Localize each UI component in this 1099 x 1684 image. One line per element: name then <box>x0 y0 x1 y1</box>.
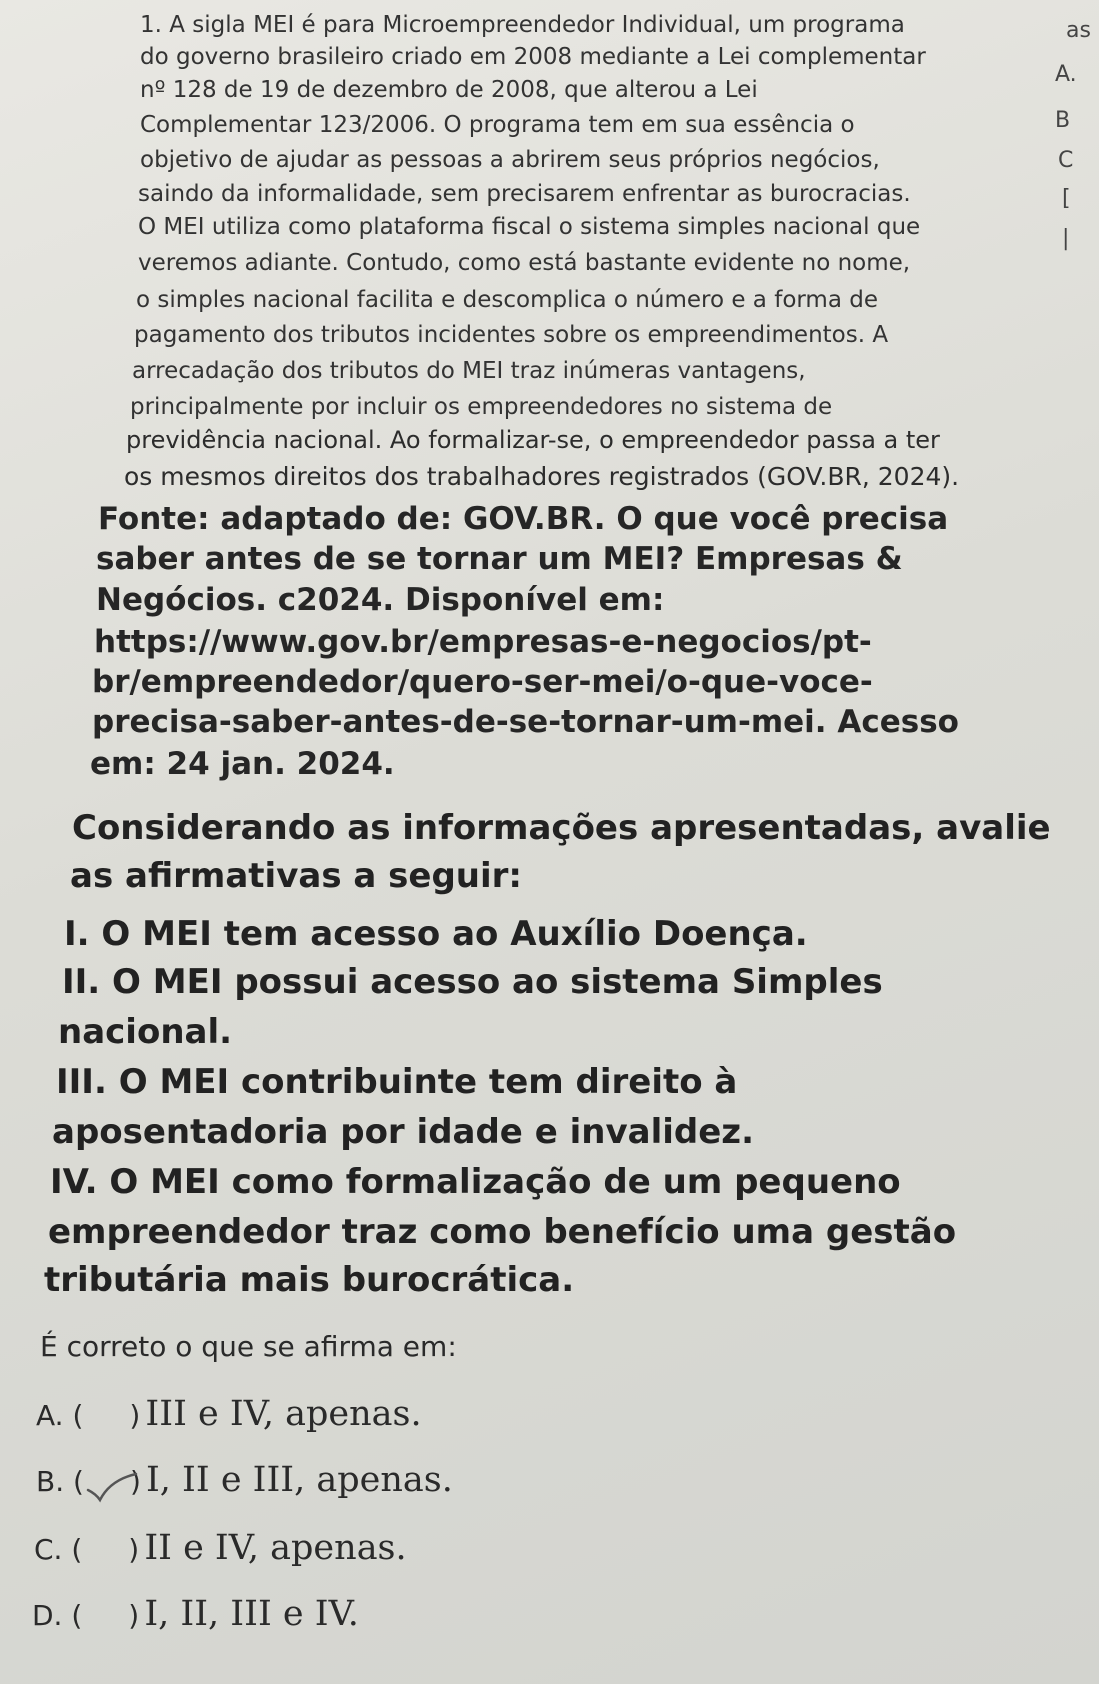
margin-letter-c: C <box>1058 148 1074 173</box>
prompt-line: Considerando as informações apresentadas, avalie <box>72 808 1051 848</box>
statement-iii-cont: aposentadoria por idade e invalidez. <box>52 1112 754 1152</box>
intro-line: 1. A sigla MEI é para Microempreendedor Individual, um programa <box>140 12 905 38</box>
statement-ii-cont: nacional. <box>58 1012 233 1052</box>
source-line: saber antes de se tornar um MEI? Empresas & <box>96 541 903 577</box>
handwritten-check-icon <box>84 1466 144 1506</box>
prompt-line: as afirmativas a seguir: <box>70 856 523 896</box>
source-line: https://www.gov.br/empresas-e-negocios/pt- <box>94 624 872 660</box>
source-line: precisa-saber-antes-de-se-tornar-um-mei. Acesso <box>92 704 959 740</box>
option-d-text: I, II, III e IV. <box>144 1594 359 1634</box>
option-d[interactable] <box>32 1594 359 1634</box>
statement-iii: III. O MEI contribuinte tem direito à <box>56 1062 738 1102</box>
option-a-text: III e IV, apenas. <box>145 1394 422 1434</box>
statement-iv-cont-2: tributária mais burocrática. <box>44 1260 575 1300</box>
margin-letter-d: [ <box>1062 186 1071 211</box>
statement-iv: IV. O MEI como formalização de um pequeno <box>50 1162 901 1202</box>
intro-line: previdência nacional. Ao formalizar-se, o empreendedor passa a ter <box>126 426 940 454</box>
intro-line: arrecadação dos tributos do MEI traz inúmeras vantagens, <box>132 358 806 384</box>
margin-letter-a: A. <box>1055 62 1077 87</box>
source-line: br/empreendedor/quero-ser-mei/o-que-voce- <box>92 664 873 700</box>
option-a-letter: A. ( <box>36 1399 84 1432</box>
statement-iv-cont: empreendedor traz como benefício uma gestão <box>48 1212 957 1252</box>
margin-letter-e: | <box>1062 226 1070 251</box>
intro-line: O MEI utiliza como plataforma fiscal o sistema simples nacional que <box>138 214 921 240</box>
intro-line: nº 128 de 19 de dezembro de 2008, que alterou a Lei <box>140 77 758 103</box>
intro-line: pagamento dos tributos incidentes sobre os empreendimentos. A <box>134 322 889 348</box>
option-c-letter: C. ( <box>34 1533 83 1566</box>
option-b-close: ) <box>129 1465 141 1498</box>
question-text: É correto o que se afirma em: <box>40 1330 457 1363</box>
statement-ii: II. O MEI possui acesso ao sistema Simples <box>62 962 883 1002</box>
intro-line: os mesmos direitos dos trabalhadores registrados (GOV.BR, 2024). <box>124 462 960 491</box>
option-b-letter: B. ( <box>36 1465 84 1498</box>
source-line: Fonte: adaptado de: GOV.BR. O que você precisa <box>98 501 949 537</box>
intro-line: principalmente por incluir os empreendedores no sistema de <box>130 394 833 420</box>
option-d-close: ) <box>128 1599 140 1632</box>
statement-i: I. O MEI tem acesso ao Auxílio Doença. <box>64 914 808 954</box>
option-d-letter: D. ( <box>32 1599 83 1632</box>
margin-fragment: as <box>1066 18 1091 43</box>
source-line: Negócios. c2024. Disponível em: <box>96 582 665 618</box>
intro-line: o simples nacional facilita e descomplica o número e a forma de <box>136 287 878 313</box>
intro-line: saindo da informalidade, sem precisarem enfrentar as burocracias. <box>138 181 911 207</box>
source-line: em: 24 jan. 2024. <box>90 746 395 782</box>
margin-letter-b: B <box>1055 108 1071 133</box>
option-c[interactable] <box>34 1528 407 1568</box>
option-b-text: I, II e III, apenas. <box>145 1460 453 1500</box>
intro-line: objetivo de ajudar as pessoas a abrirem seus próprios negócios, <box>140 147 880 173</box>
option-a[interactable] <box>36 1394 422 1434</box>
option-c-text: II e IV, apenas. <box>144 1528 407 1568</box>
option-a-close: ) <box>129 1399 141 1432</box>
intro-line: veremos adiante. Contudo, como está bastante evidente no nome, <box>138 250 911 276</box>
intro-line: do governo brasileiro criado em 2008 mediante a Lei complementar <box>140 44 926 70</box>
option-c-close: ) <box>128 1533 140 1566</box>
intro-line: Complementar 123/2006. O programa tem em sua essência o <box>140 112 855 138</box>
